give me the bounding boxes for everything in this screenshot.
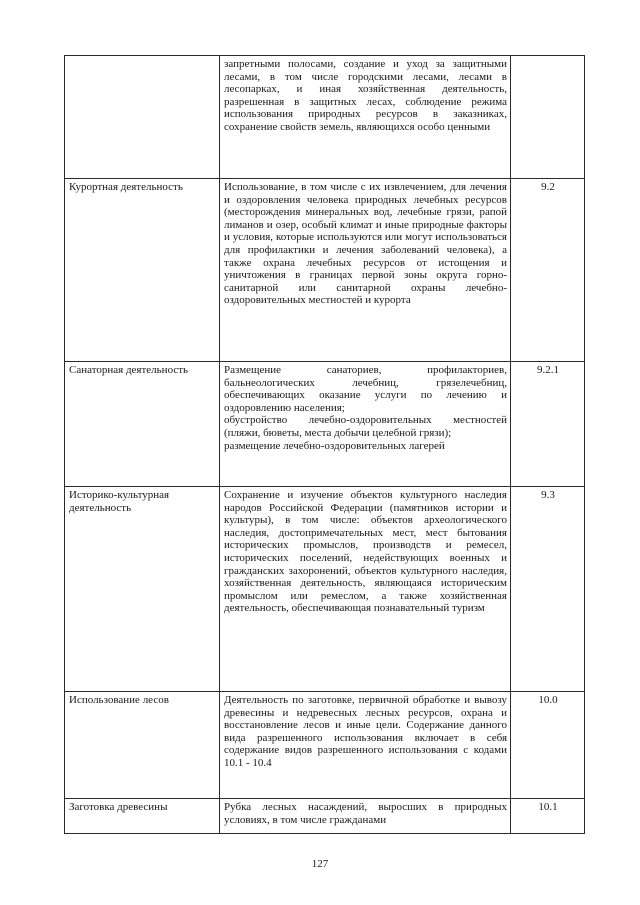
use-name-cell: [65, 56, 220, 179]
table-row: [65, 799, 585, 834]
description-paragraph: обустройство лечебно-оздоровительных местностей (пляжи, бюветы, места добычи целебной грязи);: [224, 414, 507, 439]
table-row: [65, 56, 585, 179]
description-paragraph: Размещение санаториев, профилакториев, бальнеологических лечебниц, грязелечебниц, обеспечивающих оказание услуги по лечению и оздоровлению населения;: [224, 364, 507, 414]
use-name-cell: Санаторная деятельность: [65, 362, 220, 487]
use-description-cell: запретными полосами, создание и уход за защитными лесами, в том числе городскими лесами, лесами в лесопарках, и иная хозяйственная деятельность, разрешенная в защитных лесах, соблюдение режима использования природных ресурсов в заказниках, сохранение свойств земель, являющихся особо ценными: [220, 56, 511, 179]
use-code-cell: 10.0: [511, 692, 585, 799]
table-row: [65, 179, 585, 362]
use-name-cell: Заготовка древесины: [65, 799, 220, 834]
use-code-cell: 10.1: [511, 799, 585, 834]
page-number: 127: [311, 858, 329, 870]
use-description-cell: Деятельность по заготовке, первичной обработке и вывозу древесины и недревесных лесных ресурсов, охрана и восстановление лесов и иные цели. Содержание данного вида разрешенного использования включает в себя содержание видов разрешенного использования с кодами 10.1 - 10.4: [220, 692, 511, 799]
use-description-cell: Рубка лесных насаждений, выросших в природных условиях, в том числе гражданами: [220, 799, 511, 834]
use-description-cell: [220, 362, 511, 487]
use-description-cell: Сохранение и изучение объектов культурного наследия народов Российской Федерации (памятников истории и культуры), в том числе: объектов археологического наследия, достопримечательных мест, мест бытования исторических промыслов, производств и ремесел, исторических поселений, недействующих военных и гражданских захоронений, объектов культурного наследия, хозяйственная деятельность, являющаяся историческим промыслом или ремеслом, а также хозяйственная деятельность, обеспечивающая познавательный туризм: [220, 487, 511, 692]
use-name-cell: Курортная деятельность: [65, 179, 220, 362]
use-code-cell: 9.3: [511, 487, 585, 692]
use-code-cell: [511, 56, 585, 179]
description-paragraph: размещение лечебно-оздоровительных лагерей: [224, 439, 445, 452]
use-name-cell: Историко-культурная деятельность: [65, 487, 220, 692]
table-row: [65, 692, 585, 799]
use-name-cell: Использование лесов: [65, 692, 220, 799]
use-code-cell: 9.2: [511, 179, 585, 362]
use-code-cell: 9.2.1: [511, 362, 585, 487]
table-row: [65, 362, 585, 487]
land-use-table: [64, 55, 585, 834]
table-row: [65, 487, 585, 692]
use-description-cell: Использование, в том числе с их извлечением, для лечения и оздоровления человека природных лечебных ресурсов (месторождения минеральных вод, лечебные грязи, рапой лиманов и озер, особый климат и иные природные факторы и условия, которые используются или могут использоваться для профилактики и лечения заболеваний человека), а также охрана лечебных ресурсов от истощения и уничтожения в границах первой зоны округа горно-санитарной или санитарной охраны лечебно-оздоровительных местностей и курорта: [220, 179, 511, 362]
